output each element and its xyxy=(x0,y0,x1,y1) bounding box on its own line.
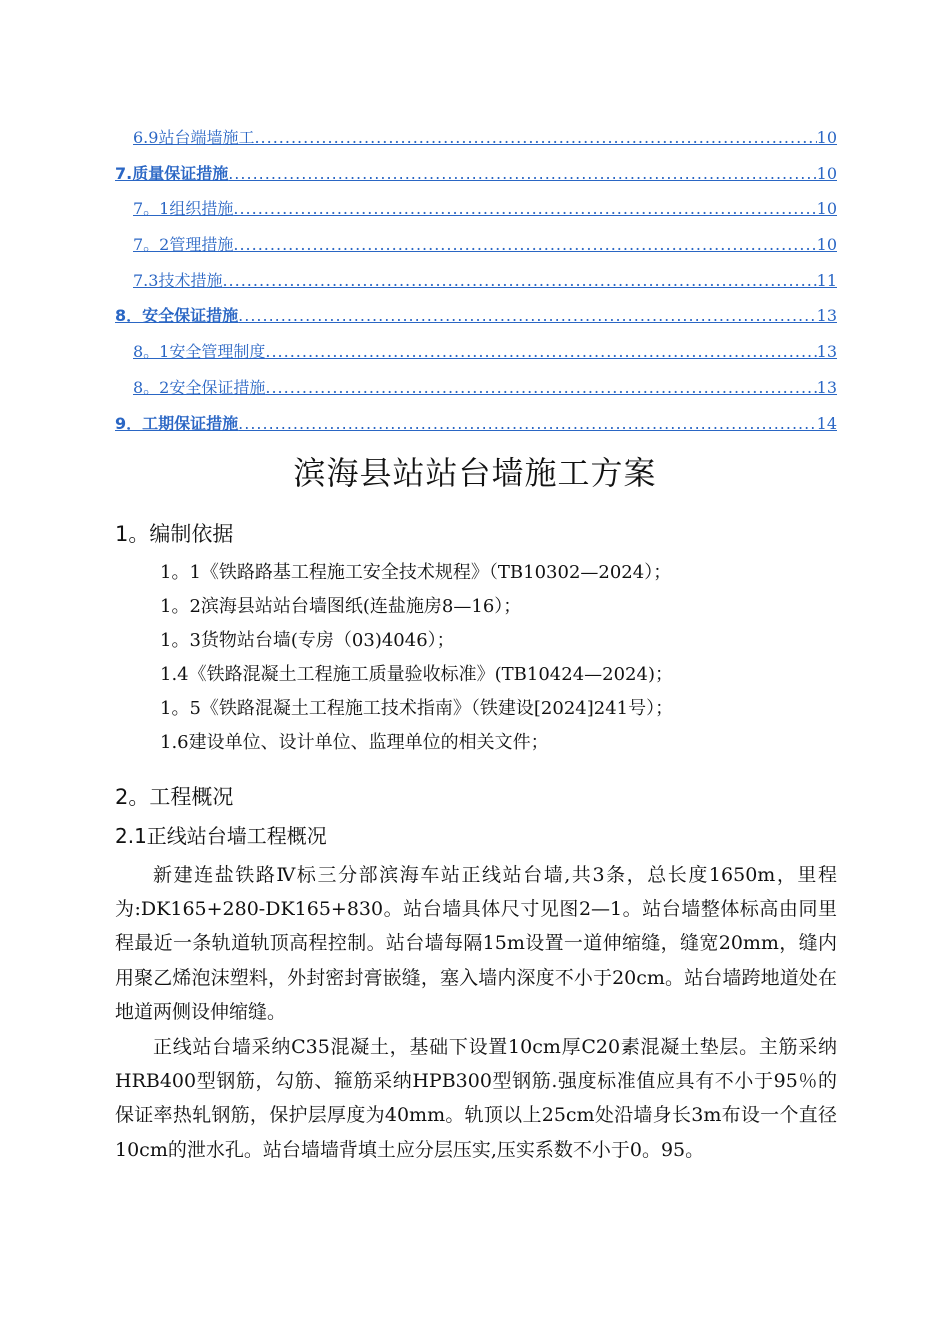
toc-entry-label: 7。1组织措施 xyxy=(133,199,234,219)
basis-item: 1.4《铁路混凝土工程施工质量验收标准》(TB10424—2024)； xyxy=(160,664,673,685)
toc-page-number: 10 xyxy=(816,163,837,183)
toc-leader-dots xyxy=(238,303,817,329)
toc-leader-dots xyxy=(265,375,816,401)
toc-entry-7[interactable] xyxy=(115,161,837,197)
toc-entry-label: 7.质量保证措施 xyxy=(115,163,229,183)
toc-leader-dots xyxy=(238,411,817,437)
basis-item: 1.6建设单位、设计单位、监理单位的相关文件； xyxy=(160,732,549,753)
toc-entry-9[interactable] xyxy=(115,411,837,447)
basis-item: 1。1《铁路路基工程施工安全技术规程》（TB10302—2024）； xyxy=(160,562,672,583)
document-title: 滨海县站站台墙施工方案 xyxy=(293,454,657,492)
toc-page-number: 10 xyxy=(816,235,837,255)
section-1-heading: 1。编制依据 xyxy=(115,522,234,546)
toc-entry-label: 8．安全保证措施 xyxy=(115,306,239,326)
basis-item: 1。5《铁路混凝土工程施工技术指南》（铁建设[2024]241号）； xyxy=(160,698,674,719)
toc-entry-8-1[interactable] xyxy=(115,339,837,375)
toc-page-number: 10 xyxy=(816,199,837,219)
toc-page-number: 13 xyxy=(816,342,837,362)
body-paragraph: 新建连盐铁路Ⅳ标三分部滨海车站正线站台墙,共3条，总长度1650m，里程为:DK165+280-DK165+830。站台墙具体尺寸见图2—1。站台墙整体标高由同里程最近一条轨道轨顶高程控制。站台墙每隔15m设置一道伸缩缝，缝宽20mm，缝内用聚乙烯泡沫塑料，外封密封膏嵌缝，塞入墙内深度不小于20cm。站台墙跨地道处在地道两侧设伸缩缝。 xyxy=(115,864,837,1023)
toc-entry-7-3[interactable] xyxy=(115,268,837,304)
toc-entry-8-2[interactable] xyxy=(115,375,837,411)
toc-entry-8[interactable] xyxy=(115,303,837,339)
basis-list xyxy=(160,556,860,760)
toc-leader-dots xyxy=(265,339,816,365)
toc-leader-dots xyxy=(222,268,816,294)
body-paragraph: 正线站台墙采纳C35混凝土，基础下设置10cm厚C20素混凝土垫层。主筋采纳HRB400型钢筋，勾筋、箍筋采纳HPB300型钢筋.强度标准值应具有不小于95％的保证率热轧钢筋，保护层厚度为40mm。轨顶以上25cm处沿墙身长3m布设一个直径10cm的泄水孔。站台墙墙背填土应分层压实,压实系数不小于0。95。 xyxy=(115,1036,837,1161)
basis-item: 1。3货物站台墙(专房（03)4046）； xyxy=(160,630,455,651)
toc-entry-7-2[interactable] xyxy=(115,232,837,268)
toc-entry-label: 7。2管理措施 xyxy=(133,235,234,255)
toc-page-number: 13 xyxy=(816,306,837,326)
section-2-1-heading: 2.1正线站台墙工程概况 xyxy=(115,824,327,848)
toc-page-number: 10 xyxy=(816,128,837,147)
toc-entry-label: 6.9站台端墙施工 xyxy=(133,128,255,147)
toc-leader-dots xyxy=(228,161,816,187)
section-2-heading: 2。工程概况 xyxy=(115,785,234,809)
toc-entry-6-9[interactable] xyxy=(115,125,837,161)
table-of-contents xyxy=(115,125,837,446)
toc-leader-dots xyxy=(233,196,816,222)
toc-entry-label: 7.3技术措施 xyxy=(133,270,223,290)
toc-leader-dots xyxy=(254,125,816,151)
toc-page-number: 13 xyxy=(816,377,837,397)
toc-entry-label: 9．工期保证措施 xyxy=(115,413,239,433)
toc-leader-dots xyxy=(233,232,816,258)
toc-entry-label: 8。2安全保证措施 xyxy=(133,377,266,397)
toc-page-number: 14 xyxy=(816,413,837,433)
toc-page-number: 11 xyxy=(816,270,837,290)
toc-entry-label: 8。1安全管理制度 xyxy=(133,342,266,362)
basis-item: 1。2滨海县站站台墙图纸(连盐施房8—16）； xyxy=(160,596,522,617)
toc-entry-7-1[interactable] xyxy=(115,196,837,232)
